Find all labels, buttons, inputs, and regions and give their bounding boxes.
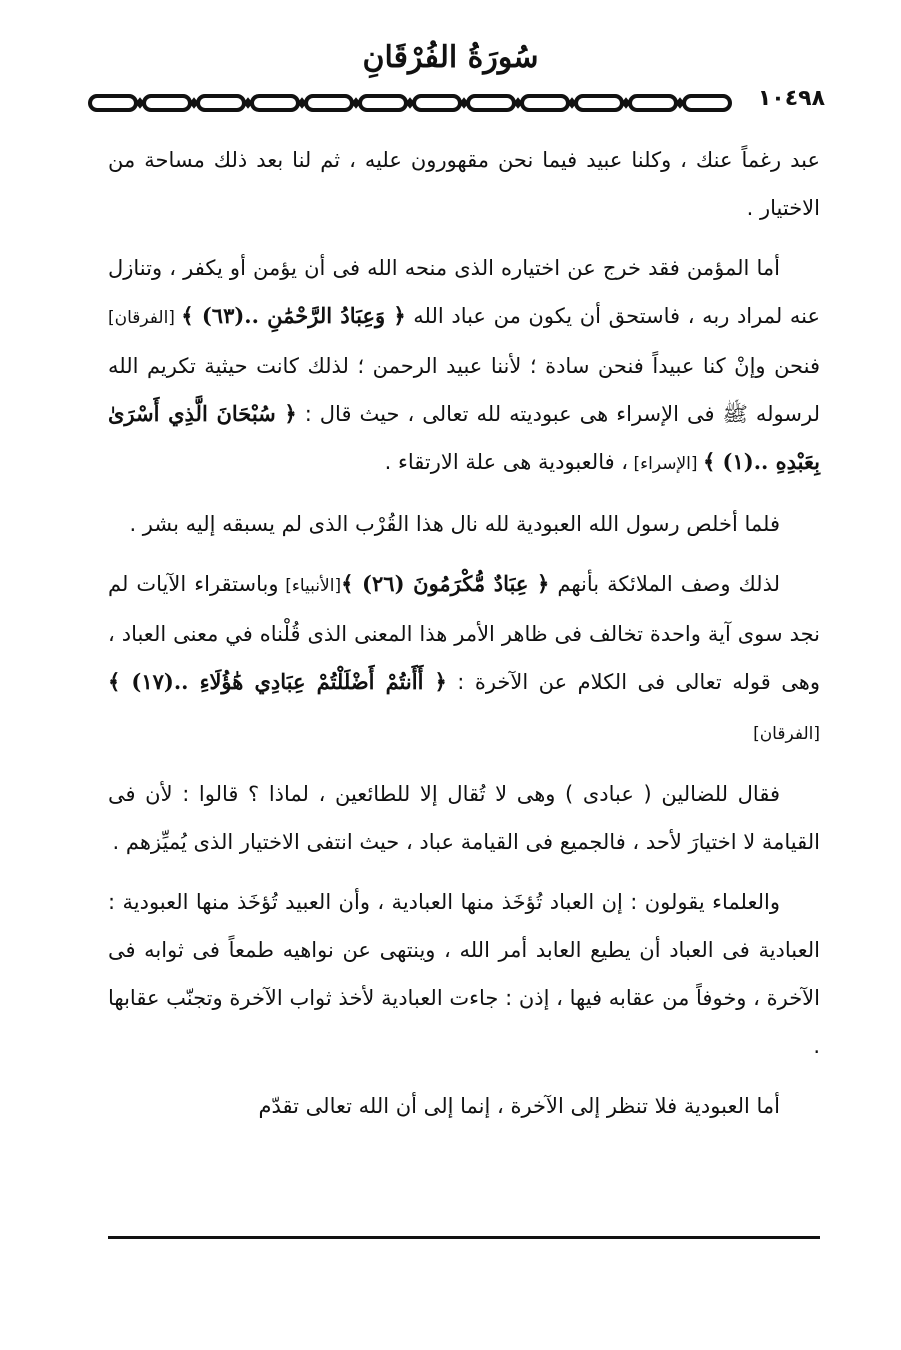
surah-reference: [الإسراء] (628, 454, 703, 474)
ornament-link (414, 96, 460, 110)
paragraph (108, 244, 820, 488)
ornament-link (306, 96, 352, 110)
paragraph (108, 560, 820, 758)
ornament-link (144, 96, 190, 110)
paragraph-text: أما العبودية فلا تنظر إلى الآخرة ، إنما إلى أن الله تعالى تقدّم (258, 1094, 780, 1118)
paragraph-text: عبد رغماً عنك ، وكلنا عبيد فيما نحن مقهورون عليه ، ثم لنا بعد ذلك مساحة من الاختيار . (108, 148, 820, 220)
page-header (0, 0, 901, 130)
paragraph-text: لذلك وصف الملائكة بأنهم (549, 572, 780, 596)
ornament-link (360, 96, 406, 110)
paragraph-text: فنحن وإنْ كنا عبيداً فنحن سادة ؛ لأننا عبيد الرحمن ؛ لذلك كانت حيثية تكريم الله لرسوله ﷺ فى الإسراء هى عبوديته لله تعالى ، حيث قال : (108, 354, 820, 426)
paragraph (108, 878, 820, 1070)
ornament-link (90, 96, 136, 110)
paragraph (108, 136, 820, 232)
main-text (108, 136, 820, 1142)
surah-title: سُورَةُ الفُرْقَانِ (362, 40, 539, 75)
footer-rule (108, 1236, 820, 1239)
surah-reference: [الفرقان] (108, 308, 182, 328)
surah-reference: [الأنبياء] (278, 576, 342, 596)
quran-verse: ﴿ سُبْحَانَ الَّذِي أَسْرَىٰ بِعَبْدِهِ ..(١) ﴾ (108, 401, 820, 474)
ornament-link (468, 96, 514, 110)
paragraph-text: فقال للضالين ( عبادى ) وهى لا تُقال إلا للطائعين ، لماذا ؟ قالوا : لأن فى القيامة لا اختيارَ لأحد ، فالجميع فى القيامة عباد ، حيث انتفى الاختيار الذى يُميِّزهم . (108, 782, 820, 854)
paragraph (108, 770, 820, 866)
quran-verse: ﴿ وَعِبَادُ الرَّحْمَٰنِ ..(٦٣) ﴾ (181, 303, 406, 328)
ornament-link (252, 96, 298, 110)
ornament-link (198, 96, 244, 110)
paragraph-text: فلما أخلص رسول الله العبودية لله نال هذا القُرْب الذى لم يسبقه إليه بشر . (129, 512, 780, 536)
ornamental-border (84, 90, 744, 118)
quran-verse: ﴿ أَأَنتُمْ أَضْلَلْتُمْ عِبَادِي هَٰؤُلَاءِ ..(١٧) ﴾ (108, 669, 447, 694)
ornament-link (684, 96, 730, 110)
surah-reference: [الفرقان] (753, 724, 820, 744)
ornament-link (576, 96, 622, 110)
paragraph (108, 500, 820, 548)
paragraph-text: أما المؤمن فقد خرج عن اختياره الذى منحه الله فى أن يؤمن أو يكفر ، وتنازل عنه لمراد ربه ، فاستحق أن يكون من عباد الله (108, 256, 821, 328)
paragraph-text: ، فالعبودية هى علة الارتقاء . (384, 450, 629, 474)
ornament-link (630, 96, 676, 110)
paragraph-text: والعلماء يقولون : إن العباد تُؤخَذ منها العبادية ، وأن العبيد تُؤخَذ منها العبودية : العبادية فى العباد أن يطيع العابد أمر الله ، وينتهى عن نواهيه طمعاً فى ثوابه فى الآخرة ، وخوفاً من عقابه فيها ، إذن : جاءت العبادية لأخذ ثواب الآخرة وتجنّب عقابها . (108, 890, 820, 1058)
page-number: ١٠٤٩٨ (754, 86, 829, 111)
paragraph-text: وباستقراء الآيات لم نجد سوى آية واحدة تخالف فى ظاهر الأمر هذا المعنى الذى قُلْناه في معنى العباد ، وهى قوله تعالى فى الكلام عن الآخرة : (108, 572, 820, 694)
paragraph (108, 1082, 820, 1130)
ornament-link (522, 96, 568, 110)
quran-verse: ﴿ عِبَادٌ مُّكْرَمُونَ (٢٦) ﴾ (341, 571, 550, 596)
